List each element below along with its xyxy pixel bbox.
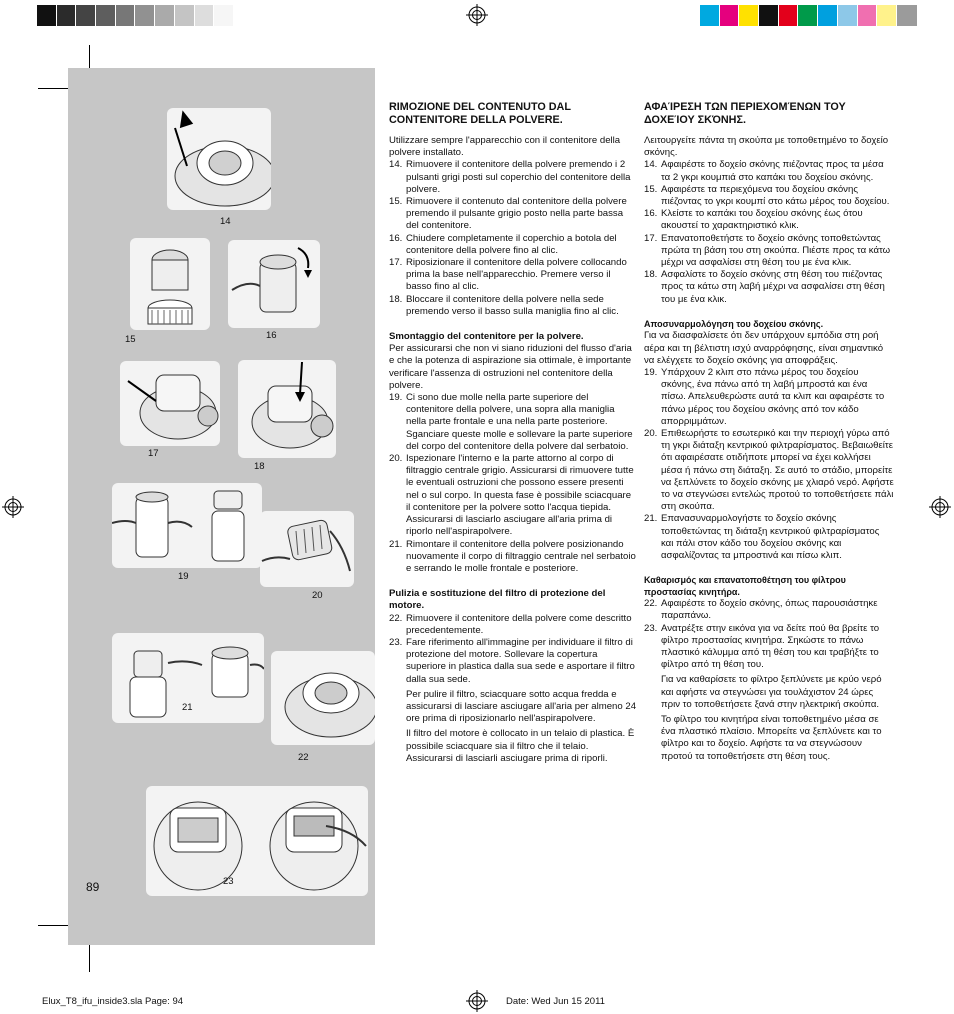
paragraph: Το φίλτρο του κινητήρα είναι τοποθετημένο μέσα σε ένα πλαστικό πλαίσιο. Μπορείτε να ξεπλύνετε και το φίλτρο και το δοχείο. Αφήστε τα να στεγνώσουν προτού τα τοποθετήσετε στη θέση τους. xyxy=(661,714,882,762)
color-swatch xyxy=(759,5,779,26)
step-number: 15. xyxy=(644,183,658,195)
color-swatch xyxy=(720,5,740,26)
figure-number: 15 xyxy=(125,334,136,345)
step-text: Υπάρχουν 2 κλιπ στο πάνω μέρος του δοχείου σκόνης, ένα πάνω από τη λαβή μπροστά και ένα πίσω. Απελευθερώστε αυτά τα κλιπ και αφαιρέστε το πάνω μέρος του δοχείου σκόνης από τον κάδο απορριμμάτων. xyxy=(661,366,885,427)
step-item xyxy=(644,184,894,208)
subsection-title: Pulizia e sostituzione del filtro di protezione del motore. xyxy=(389,588,606,612)
paragraph: Για να καθαρίσετε το φίλτρο ξεπλύνετε με κρύο νερό και αφήστε να στεγνώσει για τουλάχιστον 24 ώρες πριν το τοποθετήσετε ξανά στην ηλεκτρική σκούπα. xyxy=(661,674,882,710)
page-number: 89 xyxy=(86,880,100,894)
step-number: 17. xyxy=(644,232,658,244)
step-text: Rimuovere il contenitore della polvere premendo i 2 pulsanti grigi posti sul coperchio del contenitore della polvere. xyxy=(406,159,631,195)
step-number: 21. xyxy=(389,538,403,550)
step-text: Ανατρέξτε στην εικόνα για να δείτε πού θα βρείτε το φίλτρο προστασίας κινητήρα. Σηκώστε το πάνω πλαστικό κάλυμμα από τη θέση του και τραβήξτε το φίλτρο από τη θέση του. xyxy=(661,622,880,671)
figure-19-illustration xyxy=(112,483,262,568)
step-number: 20. xyxy=(389,453,403,465)
figure-number: 20 xyxy=(312,590,323,601)
step-text: Ci sono due molle nella parte superiore del contenitore della polvere, una sopra alla maniglia nella parte frontale e una nella parte posteriore. Sganciare queste molle e sollevare la parte superiore del corpo del contenitore della polvere dal serbatoio. xyxy=(406,392,633,452)
color-swatch xyxy=(779,5,799,26)
color-swatch xyxy=(798,5,818,26)
step-text: Ασφαλίστε το δοχείο σκόνης στη θέση του πιέζοντας προς τα κάτω στη λαβή μέχρι να ασφαλίσει στη θέση του με ένα κλικ. xyxy=(661,269,885,305)
step-text: Rimontare il contenitore della polvere posizionando nuovamente il corpo di filtraggio centrale nel serbatoio e serrando le molle frontale e posteriore. xyxy=(406,538,636,574)
step-item xyxy=(389,159,637,196)
step-number: 23. xyxy=(644,622,658,634)
figure-number: 22 xyxy=(298,752,309,763)
color-swatch xyxy=(135,5,155,26)
figure-20-illustration xyxy=(260,511,354,587)
step-number: 23. xyxy=(389,636,403,648)
subsection-title: Καθαρισμός και επανατοποθέτηση του φίλτρου προστασίας κινητήρα. xyxy=(644,575,846,597)
step-item xyxy=(389,453,637,538)
footer-file-info: Elux_T8_ifu_inside3.sla Page: 94 xyxy=(42,996,184,1007)
figure-16-illustration xyxy=(228,240,320,328)
step-item xyxy=(389,392,637,453)
figure-14-illustration xyxy=(167,108,271,210)
step-text: Rimuovere il contenitore della polvere come descritto precedentemente. xyxy=(406,612,632,636)
step-item xyxy=(644,513,894,562)
steps-list xyxy=(389,613,637,686)
color-swatch xyxy=(57,5,77,26)
step-item xyxy=(644,159,894,183)
step-text: Αφαιρέστε το δοχείο σκόνης πιέζοντας προς τα μέσα τα 2 γκρι κουμπιά στο καπάκι του δοχείου σκόνης. xyxy=(661,159,884,183)
steps-list xyxy=(389,392,637,575)
step-item xyxy=(644,233,894,270)
step-text: Επιθεωρήστε το εσωτερικό και την περιοχή γύρω από τη γκρι διάταξη κεντρικού φιλτραρίσματος. Βεβαιωθείτε ότι αφαιρέσατε οτιδήποτε μπορεί να έχει κολλήσει μέσα ή πάνω στη διάταξη. Σε αυτό το στάδιο, μπορείτε να ξεπλύνετε το δοχείο σκόνης με χλιαρό νερό. Αφήστε το να στεγνώσει εντελώς προτού το τοποθετήσετε πάλι στη σκούπα. xyxy=(661,427,894,513)
footer-date: Date: Wed Jun 15 2011 xyxy=(506,996,605,1007)
steps-list xyxy=(644,367,894,562)
step-number: 20. xyxy=(644,427,658,439)
step-text: Ispezionare l'interno e la parte attorno al corpo di filtraggio centrale grigio. Assicurarsi di rimuovere tutte le eventuali ostruzioni che possono essere presenti nel o sul corpo. In questa fase è possibile sciacquare il contenitore per la polvere sotto l'acqua tiepida. Assicurarsi di lasciarlo asciugare all'aria prima di riporlo nell'aspirapolvere. xyxy=(406,453,634,538)
step-item xyxy=(389,294,637,318)
step-item xyxy=(644,623,894,672)
step-number: 17. xyxy=(389,257,403,269)
step-number: 15. xyxy=(389,196,403,208)
color-swatch xyxy=(76,5,96,26)
steps-list xyxy=(644,159,894,305)
process-color-bar xyxy=(700,5,917,26)
color-swatch xyxy=(897,5,917,26)
subsection-title: Smontaggio del contenitore per la polvere. xyxy=(389,331,584,343)
step-item xyxy=(644,269,894,306)
figure-23-illustration xyxy=(146,786,368,896)
illustration-panel xyxy=(68,68,375,945)
step-number: 16. xyxy=(644,208,658,220)
color-swatch xyxy=(858,5,878,26)
greek-column xyxy=(644,101,894,763)
color-swatch xyxy=(818,5,838,26)
registration-mark-icon xyxy=(466,990,488,1012)
section-title: ΑΦΑΊΡΕΣΗ ΤΩΝ ΠΕΡΙΕΧΟΜΈΝΩΝ ΤΟΥ ΔΟΧΕΊΟΥ ΣΚΌΝΗΣ. xyxy=(644,101,846,126)
step-item xyxy=(389,613,637,637)
intro-text: Utilizzare sempre l'apparecchio con il contenitore della polvere installato. xyxy=(389,135,621,159)
registration-mark-icon xyxy=(466,4,488,26)
step-text: Riposizionare il contenitore della polvere collocando prima la base nell'apparecchio. Premere verso il basso fino al clic. xyxy=(406,257,627,293)
registration-mark-icon xyxy=(929,496,951,518)
figure-number: 17 xyxy=(148,448,159,459)
step-text: Rimuovere il contenuto dal contenitore della polvere premendo il pulsante grigio posto nella parte bassa del contenitore. xyxy=(406,196,627,232)
section-title: RIMOZIONE DEL CONTENUTO DAL CONTENITORE DELLA POLVERE. xyxy=(389,101,571,126)
figure-number: 18 xyxy=(254,461,265,472)
step-item xyxy=(389,233,637,257)
figure-number: 19 xyxy=(178,571,189,582)
step-number: 19. xyxy=(644,366,658,378)
step-text: Κλείστε το καπάκι του δοχείου σκόνης έως ότου ακουστεί το χαρακτηριστικό κλικ. xyxy=(661,208,863,232)
color-swatch xyxy=(37,5,57,26)
color-swatch xyxy=(214,5,234,26)
color-swatch xyxy=(838,5,858,26)
step-text: Αφαιρέστε τα περιεχόμενα του δοχείου σκόνης πιέζοντας το γκρι κουμπί στο κάτω μέρος του δοχείου. xyxy=(661,183,890,208)
figure-18-illustration xyxy=(238,360,336,458)
step-text: Επανασυναρμολογήστε το δοχείο σκόνης τοποθετώντας τη διάταξη κεντρικού φιλτραρίσματος και πάλι στον κάδο του δοχείου σκόνης και ασφαλίζοντας τα μπροστινά και πίσω κλιπ. xyxy=(661,513,880,561)
step-number: 19. xyxy=(389,392,403,404)
step-number: 22. xyxy=(389,612,403,624)
subsection-title: Αποσυναρμολόγηση του δοχείου σκόνης. xyxy=(644,318,824,329)
step-text: Bloccare il contenitore della polvere nella sede premendo verso il basso sulla maniglia fino al clic. xyxy=(406,293,619,317)
figure-17-illustration xyxy=(120,361,220,446)
step-number: 22. xyxy=(644,598,658,610)
step-number: 18. xyxy=(644,269,658,281)
step-item xyxy=(389,257,637,294)
intro-text: Λειτουργείτε πάντα τη σκούπα με τοποθετημένο το δοχείο σκόνης. xyxy=(644,135,889,159)
paragraph: Για να διασφαλίσετε ότι δεν υπάρχουν εμπόδια στη ροή αέρα και τη βέλτιστη ισχύ αναρρόφησης, είναι σημαντικό να ελέγχετε το δοχείο σκόνης για αποφράξεις. xyxy=(644,330,884,366)
color-swatch xyxy=(155,5,175,26)
color-swatch xyxy=(195,5,215,26)
grayscale-color-bar xyxy=(37,5,254,26)
color-swatch xyxy=(116,5,136,26)
step-number: 18. xyxy=(389,293,403,305)
color-swatch xyxy=(234,5,254,26)
figure-number: 21 xyxy=(182,702,193,713)
step-item xyxy=(389,196,637,233)
figure-number: 14 xyxy=(220,216,231,227)
step-item xyxy=(644,598,894,622)
figure-22-illustration xyxy=(271,651,375,745)
step-number: 21. xyxy=(644,513,658,525)
color-swatch xyxy=(96,5,116,26)
step-item xyxy=(389,637,637,686)
step-text: Επανατοποθετήστε το δοχείο σκόνης τοποθετώντας πρώτα τη βάση του στη σκούπα. Πιέστε προς τα κάτω μέχρι να ασφαλίσει στη θέση του με ένα κλικ. xyxy=(661,232,891,269)
figure-number: 23 xyxy=(223,876,234,887)
paragraph: Per pulire il filtro, sciacquare sotto acqua fredda e assicurarsi di lasciare asciugare all'aria per almeno 24 ore prima di riposizionarlo nell'aspirapolvere. xyxy=(406,688,637,725)
step-number: 14. xyxy=(644,159,658,171)
color-swatch xyxy=(739,5,759,26)
step-text: Αφαιρέστε το δοχείο σκόνης, όπως παρουσιάστηκε παραπάνω. xyxy=(661,598,878,622)
figure-number: 16 xyxy=(266,330,277,341)
step-number: 14. xyxy=(389,159,403,171)
paragraph: Per assicurarsi che non vi siano riduzioni del flusso d'aria e che la potenza di aspirazione sia ottimale, è importante verificare l'assenza di ostruzioni nel contenitore della polvere. xyxy=(389,343,632,391)
step-item xyxy=(644,208,894,232)
steps-list xyxy=(644,598,894,671)
step-text: Fare riferimento all'immagine per individuare il filtro di protezione del motore. Sollevare la copertura superiore in plastica dalla sua sede e asportare il filtro dalla sua sede. xyxy=(406,636,635,685)
registration-mark-icon xyxy=(2,496,24,518)
steps-list xyxy=(389,159,637,318)
step-text: Chiudere completamente il coperchio a botola del contenitore della polvere fino al clic. xyxy=(406,232,617,256)
step-item xyxy=(644,367,894,428)
figure-15-illustration xyxy=(130,238,210,330)
color-swatch xyxy=(175,5,195,26)
color-swatch xyxy=(877,5,897,26)
color-swatch xyxy=(700,5,720,26)
step-item xyxy=(644,428,894,513)
step-item xyxy=(389,539,637,576)
step-number: 16. xyxy=(389,232,403,244)
italian-column xyxy=(389,101,637,765)
paragraph: Il filtro del motore è collocato in un telaio di plastica. È possibile sciacquare sia il filtro che il telaio. Assicurarsi di lasciarli asciugare prima di riporli. xyxy=(406,728,635,764)
